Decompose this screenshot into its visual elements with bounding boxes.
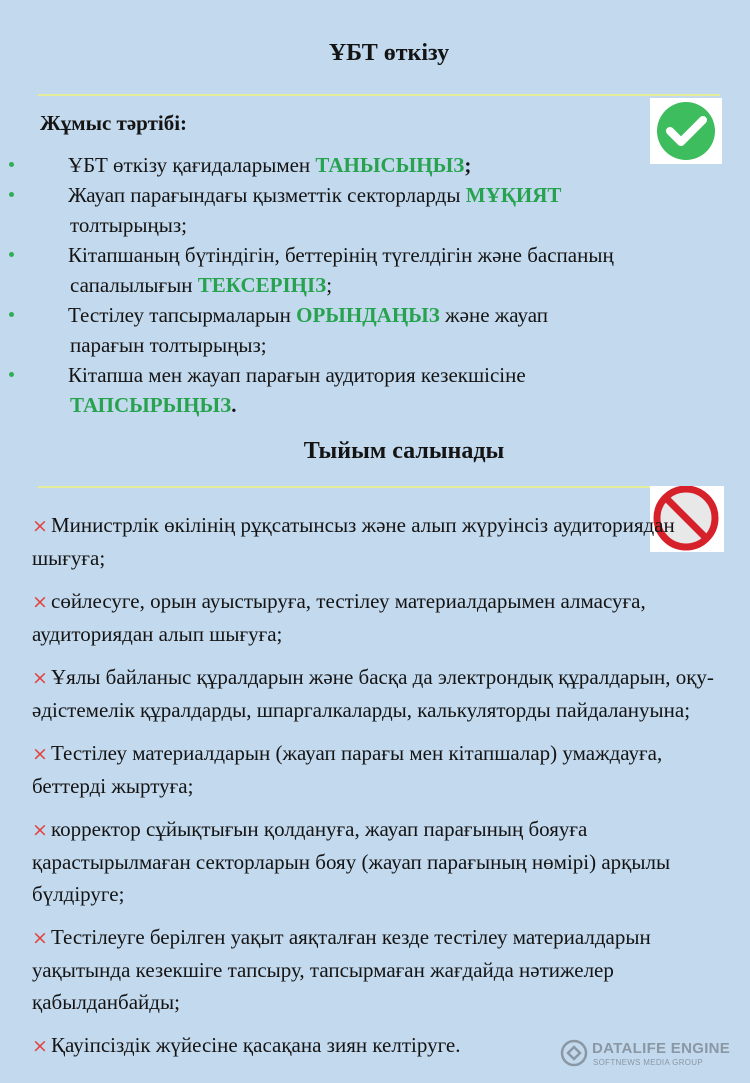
rule-line [68, 210, 720, 240]
rule-text: Кітапша мен жауап парағын аудитория кезекшісіне [68, 363, 526, 387]
forbidden-divider [38, 486, 720, 488]
rule-line [68, 330, 720, 360]
rule-text: ; [464, 153, 472, 177]
rule-text: Кітапшаның бүтіндігін, беттерінің түгелдігін және баспаның [68, 243, 614, 267]
rule-highlight: ТАНЫСЫҢЫЗ [315, 153, 465, 177]
forbidden-item [0, 737, 750, 802]
bullet-dot-icon [9, 162, 14, 167]
watermark-sub: SOFTNEWS MEDIA GROUP [593, 1058, 704, 1067]
bullet-dot-icon [9, 252, 14, 257]
forbidden-section-title: Тыйым салынады [303, 438, 505, 464]
watermark-main: DATALIFE ENGINE [592, 1040, 731, 1057]
rules-section-label: Жұмыс тәртібі: [40, 111, 188, 135]
rule-item [0, 240, 750, 300]
rule-item [0, 300, 750, 360]
forbidden-item-text: сөйлесуге, орын ауыстыруға, тестілеу материалдарымен алмасуға, аудиториядан алып шығуға; [32, 589, 646, 646]
cross-icon: × [32, 819, 48, 841]
rule-highlight: ТАПСЫРЫҢЫЗ [70, 393, 232, 417]
rule-text: және жауап [439, 303, 549, 327]
bullet-dot-icon [9, 312, 14, 317]
bullet-dot-icon [9, 372, 14, 377]
rule-line [68, 390, 720, 420]
rule-text: . [231, 393, 237, 417]
cross-icon: × [32, 667, 48, 689]
forbidden-item-text: корректор сұйықтығын қолдануға, жауап парағының бояуға қарастырылмаған секторларын бояу (жауап парағының нөмірі) арқылы бүлдіруге; [32, 817, 671, 906]
title-divider [38, 94, 720, 96]
cross-icon: × [32, 927, 48, 949]
forbidden-item [0, 661, 750, 726]
rule-line [68, 150, 720, 180]
cross-icon: × [32, 743, 48, 765]
forbidden-list [0, 509, 750, 1073]
forbidden-item-text: Тестілеуге берілген уақыт аяқталған кезде тестілеу материалдарын уақытында кезекшіге тапсыру, тапсырмаған жағдайда нәтижелер қабылданбайды; [32, 925, 651, 1014]
rule-line [68, 240, 720, 270]
bullet-dot-icon [9, 192, 14, 197]
rule-text: Тестілеу тапсырмаларын [68, 303, 297, 327]
rule-line [68, 300, 720, 330]
page-title: ҰБТ өткізу [328, 40, 450, 66]
rule-text: толтырыңыз; [70, 213, 187, 237]
rule-highlight: ТЕКСЕРІҢІЗ [197, 273, 327, 297]
rule-highlight: ОРЫНДАҢЫЗ [296, 303, 440, 327]
rule-item [0, 150, 750, 180]
forbidden-item [0, 921, 750, 1018]
forbidden-item-text: Қауіпсіздік жүйесіне қасақана зиян келтіруге. [51, 1033, 461, 1057]
rule-text: сапалылығын [70, 273, 198, 297]
rule-line [68, 270, 720, 300]
rule-item [0, 360, 750, 420]
forbidden-item-text: Тестілеу материалдарын (жауап парағы мен кітапшалар) умаждауға, беттерді жыртуға; [32, 741, 663, 798]
cross-icon: × [32, 591, 48, 613]
forbidden-item-text: Ұялы байланыс құралдарын және басқа да электрондық құралдарын, оқу-әдістемелік құралдарды, шпаргалкаларды, калькуляторды пайдалануына; [32, 665, 714, 722]
rules-list [0, 150, 750, 420]
rule-text: ҰБТ өткізу қағидаларымен [68, 153, 316, 177]
rule-line [68, 360, 720, 390]
datalife-logo-icon [560, 1039, 588, 1067]
forbidden-item [0, 509, 750, 574]
forbidden-item-text: Министрлік өкілінің рұқсатынсыз және алып жүруінсіз аудиториядан шығуға; [32, 513, 675, 570]
watermark [560, 1037, 740, 1073]
cross-icon: × [32, 1035, 48, 1057]
rule-text: Жауап парағындағы қызметтік секторларды [68, 183, 466, 207]
cross-icon: × [32, 515, 48, 537]
rule-line [68, 180, 720, 210]
rule-text: ; [326, 273, 333, 297]
rule-highlight: МҰҚИЯТ [465, 183, 562, 207]
rule-text: парағын толтырыңыз; [70, 333, 267, 357]
forbidden-item [0, 813, 750, 910]
forbidden-item [0, 585, 750, 650]
rule-item [0, 180, 750, 240]
